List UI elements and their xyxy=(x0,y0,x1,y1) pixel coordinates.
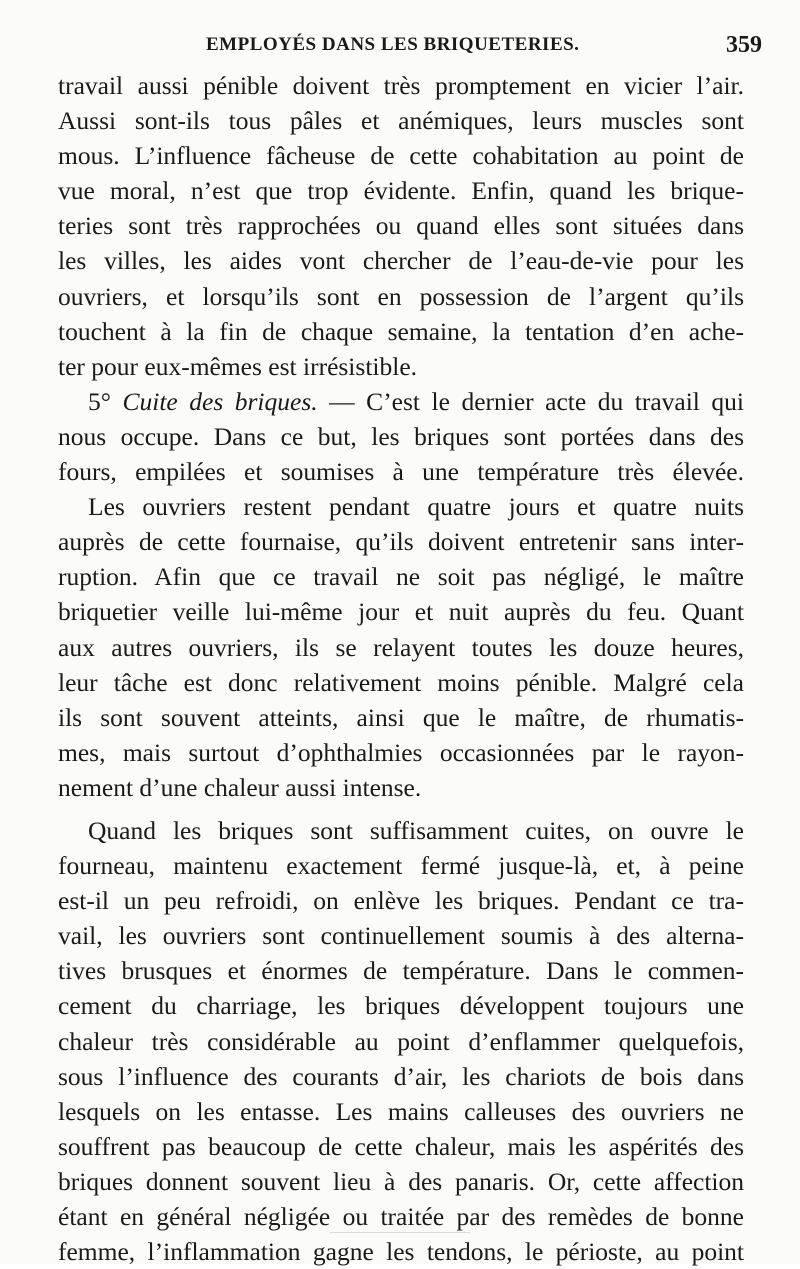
text-line: les villes, les aides vont chercher de l’eau-de-vie pour les xyxy=(58,246,744,276)
section-number: 5° xyxy=(88,386,111,416)
text-line: fourneau, maintenu exactement fermé jusque-là, et, à peine xyxy=(58,851,744,881)
text-line: lesquels on les entasse. Les mains calleuses des ouvriers ne xyxy=(58,1096,744,1126)
text-line: aux autres ouvriers, ils se relayent toutes les douze heures, xyxy=(58,632,744,662)
text-line: nement d’une chaleur aussi intense. xyxy=(58,772,422,802)
text-line: Les ouvriers restent pendant quatre jours et quatre nuits xyxy=(88,492,744,522)
bottom-divider xyxy=(330,1232,470,1233)
text-line: auprès de cette fournaise, qu’ils doivent entretenir sans inter- xyxy=(58,527,744,557)
text-line: Quand les briques sont suffisamment cuites, on ouvre le xyxy=(88,815,744,845)
text-line: touchent à la fin de chaque semaine, la tentation d’en ache- xyxy=(58,316,744,346)
text-line: teries sont très rapprochées ou quand elles sont situées dans xyxy=(58,211,744,241)
text-line: briques donnent souvent lieu à des panaris. Or, cette affection xyxy=(58,1166,744,1196)
text-line: tives brusques et énormes de température. Dans le commen- xyxy=(58,956,744,986)
section-title: Cuite des briques. xyxy=(122,386,318,416)
text-line: travail aussi pénible doivent très promptement en vicier l’air. xyxy=(58,71,744,100)
text-line: sous l’influence des courants d’air, les chariots de bois dans xyxy=(58,1061,744,1091)
text-line: ils sont souvent atteints, ainsi que le maître, de rhumatis- xyxy=(58,702,744,732)
running-head: EMPLOYÉS DANS LES BRIQUETERIES. xyxy=(206,34,580,55)
text-line: est-il un peu refroidi, on enlève les briques. Pendant ce tra- xyxy=(58,886,744,916)
text-line: nous occupe. Dans ce but, les briques sont portées dans des xyxy=(58,421,744,451)
text-line: ruption. Afin que ce travail ne soit pas négligé, le maître xyxy=(58,562,744,592)
page-number: 359 xyxy=(726,32,762,58)
text-line: ouvriers, et lorsqu’ils sont en possession de l’argent qu’ils xyxy=(58,281,744,311)
text-line: femme, l’inflammation gagne les tendons, le périoste, au point xyxy=(58,1237,744,1267)
text-line: mous. L’influence fâcheuse de cette cohabitation au point de xyxy=(58,141,744,171)
body-text xyxy=(58,68,744,1269)
text-line: chaleur très considérable au point d’enflammer quelquefois, xyxy=(58,1026,744,1056)
text-line: étant en général négligée ou traitée par des remèdes de bonne xyxy=(58,1202,744,1231)
page-header xyxy=(56,34,762,60)
text-line: briquetier veille lui-même jour et nuit auprès du feu. Quant xyxy=(58,597,744,627)
text-line: vue moral, n’est que trop évidente. Enfin, quand les brique- xyxy=(58,176,744,206)
text-line: fours, empilées et soumises à une température très élevée. xyxy=(58,457,744,487)
text-line: leur tâche est donc relativement moins pénible. Malgré cela xyxy=(58,667,744,697)
text-line: vail, les ouvriers sont continuellement soumis à des alterna- xyxy=(58,921,744,951)
section-heading-line xyxy=(58,384,744,419)
text-line: souffrent pas beaucoup de cette chaleur, mais les aspérités des xyxy=(58,1131,744,1161)
text-line: mes, mais surtout d’ophthalmies occasionnées par le rayon- xyxy=(58,737,744,767)
text-line: Aussi sont-ils tous pâles et anémiques, leurs muscles sont xyxy=(58,106,744,136)
section-lead-text: — C’est le dernier acte du travail qui xyxy=(317,386,744,416)
text-line: ter pour eux-mêmes est irrésistible. xyxy=(58,351,418,381)
text-line: cement du charriage, les briques développent toujours une xyxy=(58,991,744,1021)
